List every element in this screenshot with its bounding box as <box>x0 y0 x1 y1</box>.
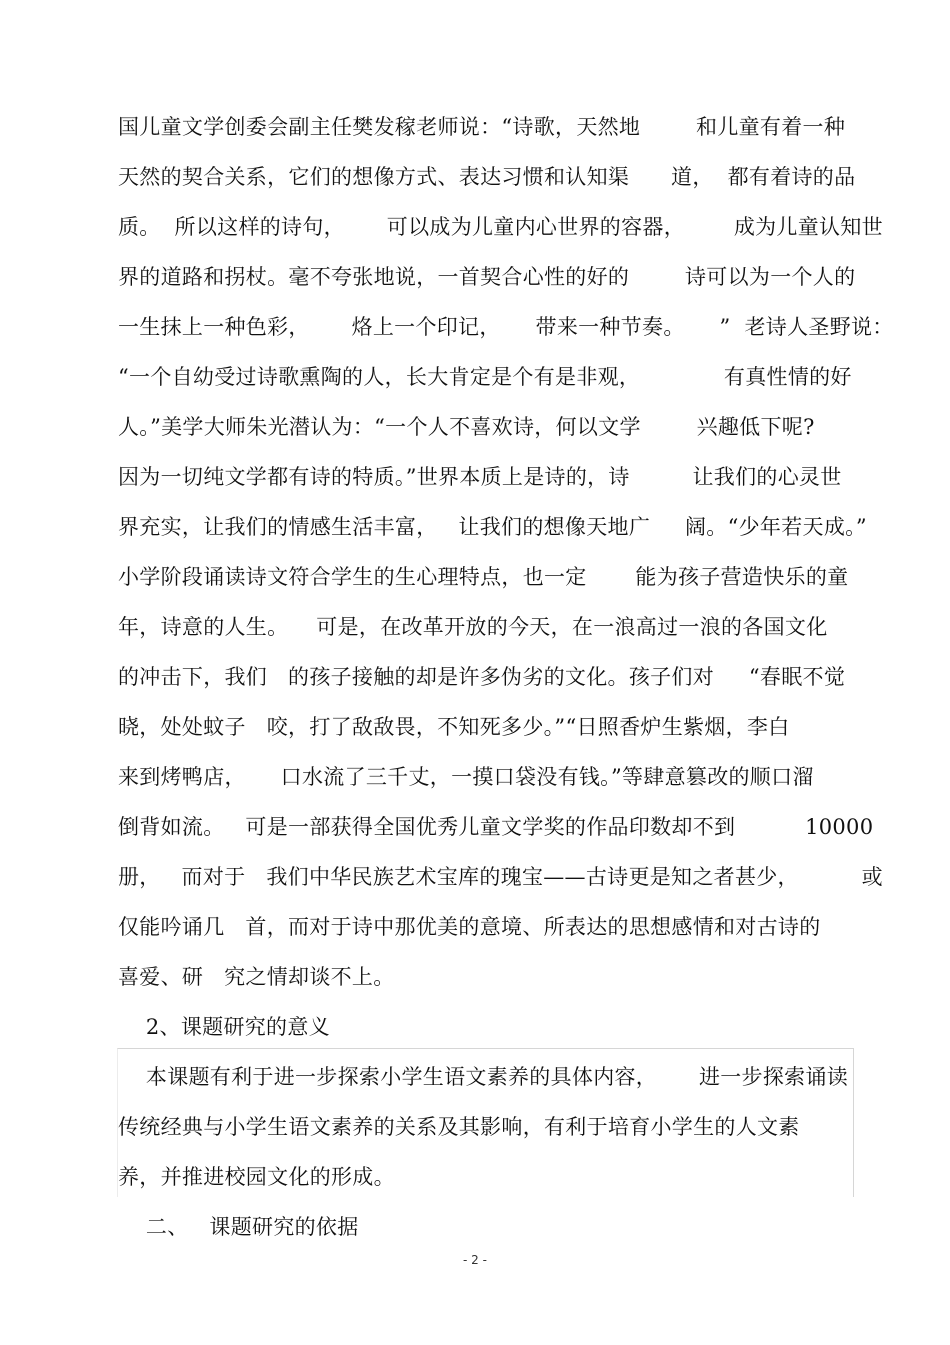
paragraph-line: 喜爱、研 究之情却谈不上。 <box>118 965 395 989</box>
paragraph-line: 养，并推进校园文化的形成。 <box>118 1165 395 1189</box>
paragraph-line: 天然的契合关系，它们的想像方式、表达习惯和认知渠 道， 都有着诗的品 <box>118 165 856 189</box>
paragraph-line: 小学阶段诵读诗文符合学生的生心理特点，也一定 能为孩子营造快乐的童 <box>118 565 849 589</box>
paragraph-line: 人。”美学大师朱光潜认为：“一个人不喜欢诗，何以文学 兴趣低下呢? <box>118 415 815 439</box>
paragraph-line: 本课题有利于进一步探索小学生语文素养的具体内容， 进一步探索诵读 <box>118 1065 849 1089</box>
section-heading: 二、 课题研究的依据 <box>118 1215 359 1239</box>
paragraph-line: “一个自幼受过诗歌熏陶的人，长大肯定是个有是非观， 有真性情的好 <box>118 365 852 389</box>
paragraph-line: 年，诗意的人生。 可是，在改革开放的今天，在一浪高过一浪的各国文化 <box>118 615 828 639</box>
paragraph-line: 因为一切纯文学都有诗的特质。”世界本质上是诗的，诗 让我们的心灵世 <box>118 465 842 489</box>
paragraph-line: 国儿童文学创委会副主任樊发稼老师说：“诗歌，天然地 和儿童有着一种 <box>118 115 846 139</box>
paragraph-line: 界充实，让我们的情感生活丰富， 让我们的想像天地广 阔。“少年若天成。” <box>118 515 867 539</box>
paragraph-line: 一生抹上一种色彩， 烙上一个印记， 带来一种节奏。 ” 老诗人圣野说： <box>118 315 894 339</box>
paragraph-line: 仅能吟诵几 首，而对于诗中那优美的意境、所表达的思想感情和对古诗的 <box>118 915 821 939</box>
paragraph-line: 晓，处处蚊子 咬，打了敌敌畏，不知死多少。”“日照香炉生紫烟，李白 <box>118 715 790 739</box>
paragraph-line: 来到烤鸭店， 口水流了三千丈，一摸口袋没有钱。”等肆意篡改的顺口溜 <box>118 765 814 789</box>
paragraph-line: 界的道路和拐杖。毫不夸张地说，一首契合心性的好的 诗可以为一个人的 <box>118 265 856 289</box>
paragraph-line: 质。 所以这样的诗句， 可以成为儿童内心世界的容器， 成为儿童认知世 <box>118 215 883 239</box>
paragraph-line: 传统经典与小学生语文素养的关系及其影响，有利于培育小学生的人文素 <box>118 1115 800 1139</box>
section-heading: 2、课题研究的意义 <box>118 1015 330 1039</box>
page-number: - 2 - <box>463 1253 487 1267</box>
paragraph-line: 的冲击下，我们 的孩子接触的却是许多伪劣的文化。孩子们对 “春眠不觉 <box>118 665 846 689</box>
paragraph-line: 册， 而对于 我们中华民族艺术宝库的瑰宝——古诗更是知之者甚少， 或 <box>118 865 883 889</box>
paragraph-line: 倒背如流。 可是一部获得全国优秀儿童文学奖的作品印数却不到 10000 <box>118 815 874 839</box>
